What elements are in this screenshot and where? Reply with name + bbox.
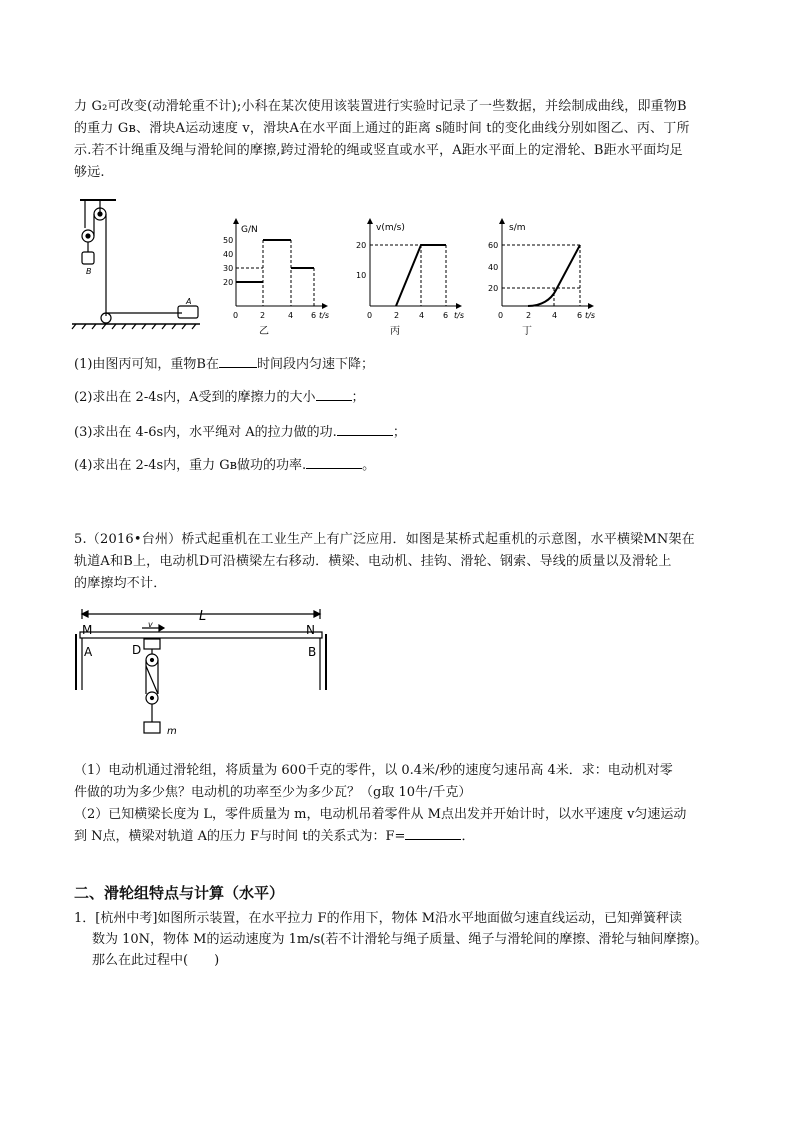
label-v: v — [148, 620, 153, 629]
problem-line: 的摩擦均不计． — [74, 576, 167, 591]
label-b: B — [86, 267, 92, 276]
problem-line: 轨道A和B上，电动机D可沿横梁左右移动．横梁、电动机、挂钩、滑轮、钢索、导线的质量以及滑轮上 — [74, 554, 672, 569]
question-1: (1)由图丙可知，重物B在 时间段内匀速下降； — [74, 354, 374, 375]
intro-paragraph — [74, 96, 734, 184]
intro-line: 够远. — [74, 165, 105, 180]
caption-g: 乙 — [259, 326, 269, 337]
ytick: 50 — [223, 236, 234, 245]
chart-v — [356, 218, 464, 337]
ylabel-g: G/N — [241, 225, 258, 235]
label-l: L — [199, 609, 207, 624]
ytick: 60 — [488, 241, 499, 250]
answer-blank[interactable] — [337, 422, 393, 436]
section-heading: 二、滑轮组特点与计算（水平） — [74, 884, 285, 902]
label-a-rail: A — [84, 645, 93, 659]
label-n-point: N — [306, 623, 315, 637]
intro-line: 示.若不计绳重及绳与滑轮间的摩擦,跨过滑轮的绳或竖直或水平，A距水平面上的定滑轮、B距水平面均足 — [74, 143, 683, 158]
intro-line: 力 G₂可改变(动滑轮重不计);小科在某次使用该装置进行实验时记录了一些数据，并绘制成曲线，即重物B — [74, 99, 687, 114]
xtick: 2 — [526, 311, 532, 320]
question-3: (3)求出在 4-6s内，水平绳对 A的拉力做的功. ； — [74, 422, 406, 443]
load-m — [144, 722, 160, 733]
xtick: 0 — [498, 311, 504, 320]
ytick: 20 — [488, 284, 499, 293]
distance-curve — [528, 245, 580, 306]
xtick: 6 — [443, 311, 449, 320]
xtick: 0 — [367, 311, 373, 320]
chart-g — [223, 218, 329, 337]
xtick: 4 — [552, 311, 558, 320]
answer-blank[interactable] — [306, 455, 362, 469]
caption-s: 丁 — [522, 326, 532, 337]
intro-line: 的重力 Gʙ、滑块A运动速度 v，滑块A在水平面上通过的距离 s随时间 t的变化曲线分别如图乙、丙、丁所 — [74, 121, 690, 136]
xtick: 6 — [577, 311, 583, 320]
label-b-rail: B — [308, 645, 317, 659]
label-d-motor: D — [132, 643, 142, 657]
xlabel-g: t/s — [319, 311, 329, 320]
motor-d — [144, 639, 160, 649]
ytick: 40 — [488, 263, 499, 272]
question-4: (4)求出在 2-4s内，重力 Gʙ做功的功率. 。 — [74, 455, 375, 476]
caption-v: 丙 — [390, 326, 400, 337]
problem-line: 5.（2016•台州）桥式起重机在工业生产上有广泛应用．如图是某桥式起重机的示意图，水平横梁MN架在 — [74, 532, 695, 547]
xlabel-v: t/s — [454, 311, 464, 320]
xtick: 0 — [233, 311, 239, 320]
xtick: 4 — [288, 311, 294, 320]
chart-s — [488, 218, 595, 337]
figure-crane — [70, 604, 332, 744]
slider-a — [178, 306, 198, 318]
answer-blank[interactable] — [405, 826, 461, 840]
ytick: 10 — [356, 271, 367, 280]
section-2-question-1: 1．[杭州中考]如图所示装置，在水平拉力 F的作用下，物体 M沿水平地面做匀速直线运动，已知弹簧秤读 数为 10N，物体 M的运动速度为 1m/s(若不计滑轮与绳子质量、绳子与滑轮间的摩擦、滑轮与轴间摩擦)。 那么在此过程中( ) — [74, 911, 708, 968]
figure-pulley-graphs — [66, 194, 626, 339]
ytick: 20 — [223, 278, 234, 287]
question-2: (2)求出在 2-4s内，A受到的摩擦力的大小 ； — [74, 387, 365, 408]
xtick: 4 — [419, 311, 425, 320]
answer-blank[interactable] — [316, 387, 352, 401]
ylabel-s: s/m — [509, 223, 526, 233]
label-m-load: m — [167, 726, 177, 737]
label-m-point: M — [82, 623, 93, 637]
problem-5 — [74, 529, 734, 595]
ytick: 30 — [223, 264, 234, 273]
weight-b — [82, 252, 94, 264]
beam-mn — [80, 632, 322, 638]
ylabel-v: v(m/s) — [376, 223, 405, 233]
problem-5-q2: （2）已知横梁长度为 L，零件质量为 m，电动机吊着零件从 M点出发并开始计时，以水平速度 v匀速运动 到 N点，横梁对轨道 A的压力 F与时间 t的关系式为：F= ． — [74, 807, 687, 844]
ytick: 20 — [356, 241, 367, 250]
xlabel-s: t/s — [585, 311, 595, 320]
xtick: 2 — [260, 311, 266, 320]
label-a: A — [186, 297, 192, 306]
ytick: 40 — [223, 250, 234, 259]
pulley-apparatus — [72, 200, 200, 329]
xtick: 2 — [394, 311, 400, 320]
xtick: 6 — [311, 311, 317, 320]
answer-blank[interactable] — [219, 354, 257, 368]
problem-5-q1: （1）电动机通过滑轮组，将质量为 600千克的零件，以 0.4米/秒的速度匀速吊高 4米．求：电动机对零 件做的功为多少焦？电动机的功率至少为多少瓦？（g取 10牛/千克） — [74, 763, 673, 800]
